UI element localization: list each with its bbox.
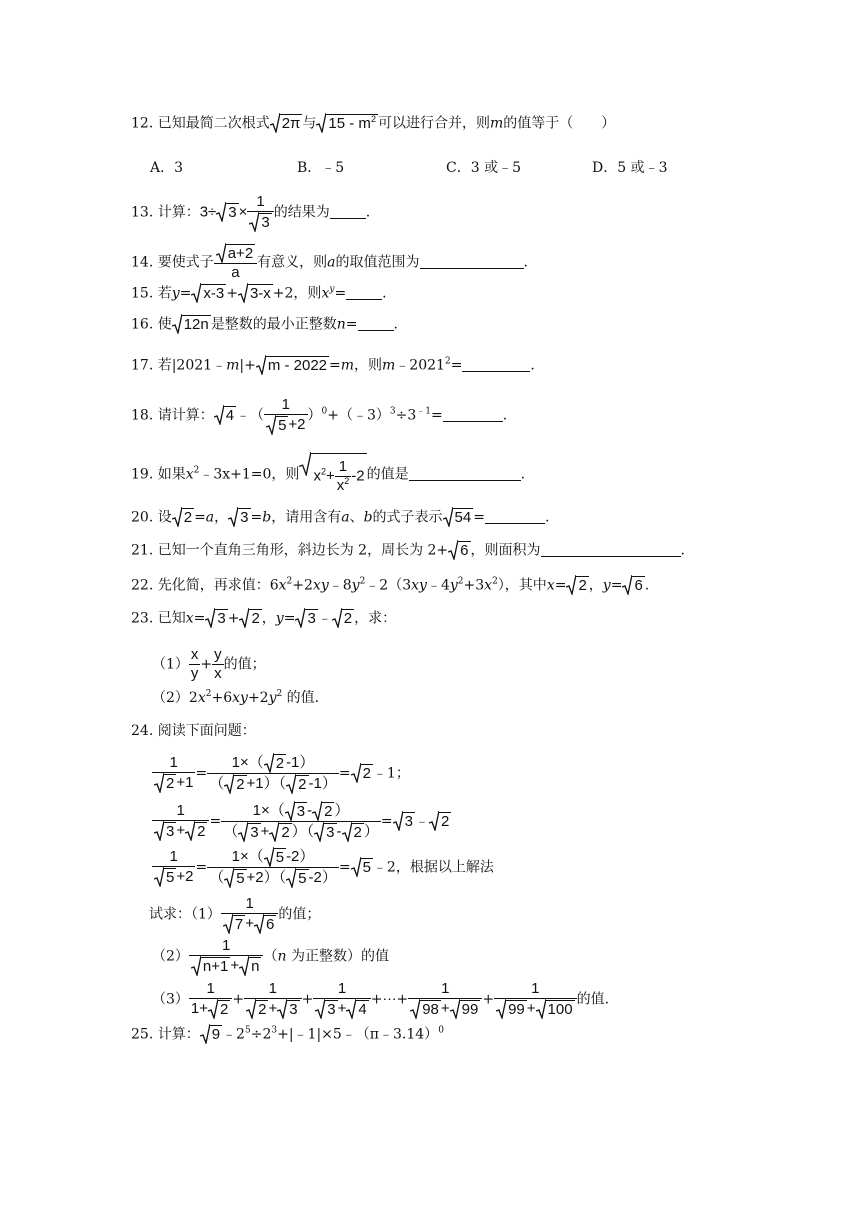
question-text: 若 xyxy=(157,285,172,302)
sqrt-2: 2 xyxy=(566,575,588,596)
option-d: D．5 或﹣3 xyxy=(592,160,668,176)
question-text: +2，则 xyxy=(272,285,322,302)
question-text: 的值； xyxy=(278,906,321,923)
question-text: 请计算： xyxy=(157,407,214,424)
question-text: ﹣3x+1=0，则 xyxy=(199,466,300,483)
question-21: 21. 已知一个直角三角形，斜边长为 2，周长为 2+ 6 ，则面积为 . xyxy=(131,542,685,559)
question-number: 21. xyxy=(131,542,154,559)
answer-blank[interactable] xyxy=(462,357,530,372)
question-23-part-1: （1） $\frac{x}{y}$ + $\frac{y}{x}$ 的值； xyxy=(152,646,266,682)
sqrt-5: 5 xyxy=(351,857,373,878)
question-text: ，求： xyxy=(354,610,397,627)
question-text: 有意义，则 xyxy=(257,254,328,271)
sqrt-2: 2 xyxy=(429,811,451,832)
fraction-1-over-sqrt3: $\frac{1}{3}$ xyxy=(247,193,273,232)
sqrt-m-2022: m - 2022 xyxy=(256,355,329,376)
question-text: 的取值范围为 xyxy=(335,254,420,271)
question-text: 若|2021﹣ xyxy=(157,357,227,374)
fraction-sqrt-a2-over-a: $\frac{a+2}{a}$ xyxy=(214,243,257,282)
question-18: 18. 请计算： 4 ﹣（ $\frac{1}{5 +2}$ ）$^0+(﹣3)^3\div 3^{﹣1}=$ . xyxy=(131,396,508,434)
fraction-rationalized: 1×（ 2 -1） （ 2 +1）（ 2 -1） xyxy=(209,753,337,793)
answer-blank[interactable] xyxy=(358,316,394,331)
question-text: 使 xyxy=(157,316,172,333)
question-text: 的结果为 xyxy=(273,204,330,221)
sqrt-54: 54 xyxy=(443,507,474,528)
question-25: 25. 计算： 9 $﹣2^5\div 2^3+|﹣1|\times 5﹣(\pi﹣3.14)^0$ xyxy=(131,1025,444,1043)
question-number: 18. xyxy=(131,407,154,424)
question-text: 可以进行合并，则 xyxy=(377,115,490,132)
question-text: 先化简，再求值：6 xyxy=(157,577,279,594)
question-19: 19. 如果$x^2﹣3x+1=0$，则 $x^2+$ $\frac{1}{x^2}$ -2 的值是 . xyxy=(131,452,860,497)
math-term: 3÷ xyxy=(199,203,217,221)
question-text: 设 xyxy=(157,509,172,526)
question-number: 15. xyxy=(131,285,154,302)
answer-blank[interactable] xyxy=(420,254,524,269)
part-label: （3） xyxy=(152,991,189,1008)
question-text: 要使式子 xyxy=(157,254,214,271)
part-label: （2） xyxy=(152,948,189,965)
series-term-1: 1 1+ 2 xyxy=(189,980,232,1019)
sqrt-2: 2 xyxy=(239,608,261,629)
question-text: 的值等于（ ） xyxy=(503,115,616,132)
series-term-3: 1 3 + 4 xyxy=(313,980,370,1019)
question-12 xyxy=(131,113,860,134)
question-text: 的值. xyxy=(576,991,610,1008)
question-text: 已知一个直角三角形，斜边长为 2，周长为 2+ xyxy=(157,542,449,559)
part-label: （1） xyxy=(152,656,189,673)
question-number: 23. xyxy=(131,610,154,627)
question-number: 19. xyxy=(131,466,154,483)
question-number: 14. xyxy=(131,254,154,271)
fraction-lhs: 1 3 + 2 xyxy=(152,802,209,841)
question-text: 的值； xyxy=(223,656,266,673)
question-text: 如果 xyxy=(157,466,186,483)
sqrt-3: 3 xyxy=(205,608,227,629)
question-text: 与 xyxy=(302,115,317,132)
part-label: （2） xyxy=(152,690,189,706)
fraction-1-over-sqrt5-plus-2: $\frac{1}{5 +2}$ xyxy=(264,396,307,435)
sqrt-2pi: 2π xyxy=(270,113,303,134)
question-24-part-3: （3） 1 1+ 2 + 1 2 + 3 + 1 3 + 4 +⋯+ 1 98 + 99 + 1 99 + 100 的值. xyxy=(152,980,610,1018)
question-number: 17. xyxy=(131,357,154,374)
fraction-y-over-x: $\frac{y}{x}$ xyxy=(214,646,222,682)
sqrt-12n: 12n xyxy=(172,314,211,335)
question-23-part-2: $(2)2x^2+6xy+2y^2$ 的值. xyxy=(152,689,320,706)
question-text: ，则面积为 xyxy=(470,542,541,559)
sqrt-6: 6 xyxy=(448,540,470,561)
fraction-rationalized: 1×（ 3 - 2 ） （ 3 + 2 ）（ 3 - 2 ） xyxy=(223,801,379,841)
sqrt-6: 6 xyxy=(622,575,644,596)
answer-blank[interactable] xyxy=(541,542,681,557)
question-number: 22. xyxy=(131,577,154,594)
question-text: 的值是 xyxy=(366,466,409,483)
series-term-98: 1 98 + 99 xyxy=(408,980,482,1019)
sqrt-3: 3 xyxy=(393,811,415,832)
question-text: 计算： xyxy=(157,204,200,221)
fraction-1-over-sqrt-n1-plus-sqrt-n: 1 n+1 + n xyxy=(189,937,264,976)
sqrt-x2-plus-1-over-x2-minus-2: $x^2+$ $\frac{1}{x^2}$ -2 xyxy=(299,452,366,497)
answer-blank[interactable] xyxy=(443,407,503,422)
question-text: ，则 xyxy=(354,357,383,374)
sqrt-x-3: x-3 xyxy=(191,283,226,304)
series-term-99: 1 99 + 100 xyxy=(494,980,576,1019)
worked-example-3: $\frac{1}{5 +2}$ = 1×（ 5 -2） （ 5 +2）（ 5 -2） = 5 ﹣2，根据以上解法 xyxy=(152,847,860,888)
question-number: 24. xyxy=(131,723,154,739)
worked-example-2: 1 3 + 2 = 1×（ 3 - 2 ） （ 3 + 2 ）（ 3 - 2 ） = 3 ﹣ 2 xyxy=(152,801,860,842)
question-15: 15. 若y= x-3 + 3-x +2，则$x^y=$ . xyxy=(131,284,387,302)
question-text: 计算： xyxy=(157,1026,200,1043)
fraction-lhs: $\frac{1}{5 +2}$ xyxy=(152,848,195,887)
question-16: 16. 使 12n 是整数的最小正整数n= . xyxy=(131,316,398,333)
option-b: B．﹣5 xyxy=(297,160,345,176)
sqrt-3: 3 xyxy=(216,202,238,223)
question-number: 16. xyxy=(131,316,154,333)
question-13: 13. 计算：3÷ 3 × $\frac{1}{3}$ 的结果为 . xyxy=(131,193,371,231)
question-number: 13. xyxy=(131,204,154,221)
question-number: 12. xyxy=(131,115,154,132)
question-24-part-1 xyxy=(149,895,860,934)
sqrt-2: 2 xyxy=(332,608,354,629)
part-label: 试求：（1） xyxy=(149,906,221,923)
sqrt-3: 3 xyxy=(295,608,317,629)
sqrt-2: 2 xyxy=(172,507,194,528)
question-24-part-2: （2） 1 n+1 + n （n 为正整数）的值 xyxy=(152,937,389,975)
answer-blank[interactable] xyxy=(330,204,366,219)
question-text: 已知最简二次根式 xyxy=(157,115,270,132)
question-text: 阅读下面问题： xyxy=(157,723,256,739)
question-text: ，请用含有 xyxy=(271,509,342,526)
question-23: 23. 已知x= 3 + 2 ，y= 3 ﹣ 2 ，求： xyxy=(131,610,397,627)
sqrt-9: 9 xyxy=(200,1024,222,1045)
question-text: 是整数的最小正整数 xyxy=(210,316,337,333)
question-20: 20. 设 2 =a， 3 =b，请用含有a、b的式子表示 54 = . xyxy=(131,509,550,526)
question-17: 17. 若|2021﹣m|+ m - 2022 =m，则$m﹣2021^2=$ . xyxy=(131,356,535,374)
fraction-x-over-y: $\frac{x}{y}$ xyxy=(190,646,199,682)
question-number: 20. xyxy=(131,509,154,526)
series-term-2: 1 2 + 3 xyxy=(244,980,301,1019)
question-text: ﹣2，根据以上解法 xyxy=(372,859,494,876)
question-text: 的值. xyxy=(282,690,320,706)
variable: m xyxy=(489,115,504,132)
sqrt-3-x: 3-x xyxy=(238,283,273,304)
question-number: 25. xyxy=(131,1026,154,1043)
option-a: A．3 xyxy=(150,160,184,176)
worked-example-1: $\frac{1}{2 +1}$ = 1×（ 2 -1） （ 2 +1）（ 2 -1） = 2 ﹣1； xyxy=(152,753,860,794)
fraction-1-over-sqrt7-plus-sqrt6: 1 7 + 6 xyxy=(221,895,278,934)
answer-blank[interactable] xyxy=(485,509,545,524)
fraction-rationalized: 1×（ 5 -2） （ 5 +2）（ 5 -2） xyxy=(209,847,337,887)
times-sign: × xyxy=(238,203,248,221)
question-text: 的式子表示 xyxy=(372,509,443,526)
option-c: C．3 或﹣5 xyxy=(446,160,521,176)
sqrt-15-m2: $15 - m^2$ xyxy=(316,113,378,134)
sqrt-2: 2 xyxy=(351,763,373,784)
question-22: 22. 先化简，再求值：$6x^2+2xy﹣8y^2﹣2(3xy﹣4y^2+3x^2)$，其中x= 2 ，y= 6 . xyxy=(131,576,650,594)
question-24 xyxy=(131,721,860,741)
question-text: 为正整数）的值 xyxy=(286,948,389,965)
question-text: 已知 xyxy=(157,610,186,627)
sqrt-3: 3 xyxy=(228,507,250,528)
sqrt-4: 4 xyxy=(214,405,236,426)
answer-blank[interactable] xyxy=(346,285,382,300)
fraction-lhs: $\frac{1}{2 +1}$ xyxy=(152,754,195,793)
question-14: 14. 要使式子 $\frac{a+2}{a}$ 有意义，则a的取值范围为 . xyxy=(131,245,528,281)
answer-blank[interactable] xyxy=(409,466,521,481)
